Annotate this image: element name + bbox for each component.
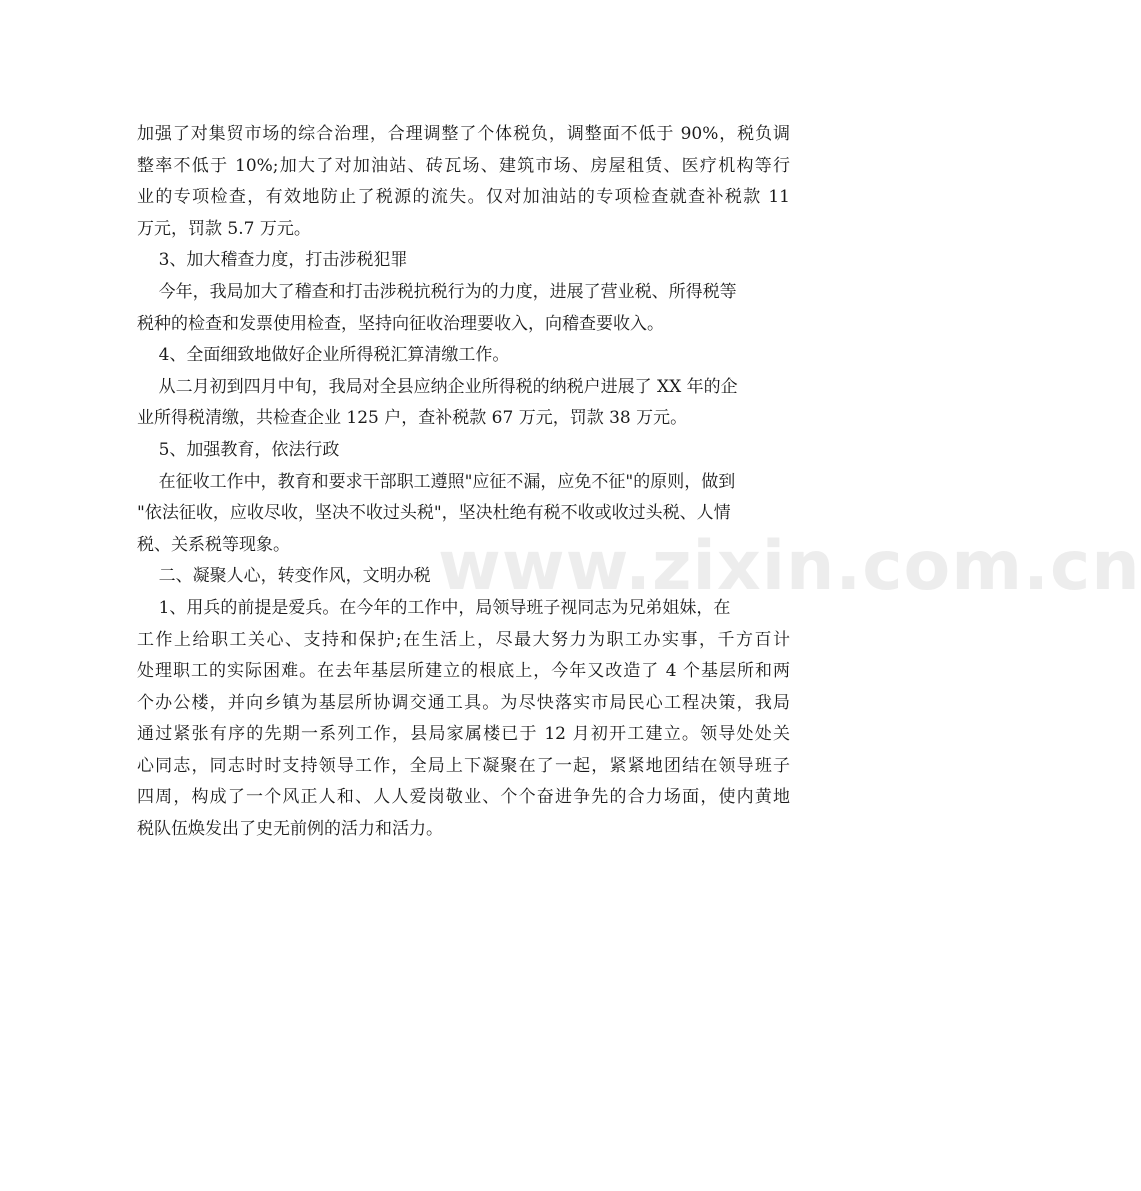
text-line: 工作上给职工关心、支持和保护;在生活上，尽最大努力为职工办实事，千方百计: [137, 629, 790, 650]
text-line: 通过紧张有序的先期一系列工作，县局家属楼已于 12 月初开工建立。领导处处关: [137, 724, 790, 745]
text-line: "依法征收，应收尽收，坚决不收过头税"，坚决杜绝有税不收或收过头税、人情: [137, 503, 731, 524]
text-line: 四周，构成了一个风正人和、人人爱岗敬业、个个奋进争先的合力场面，使内黄地: [137, 787, 790, 808]
text-line: 心同志，同志时时支持领导工作，全局上下凝聚在了一起，紧紧地团结在领导班子: [137, 755, 790, 776]
text-line: 处理职工的实际困难。在去年基层所建立的根底上，今年又改造了 4 个基层所和两: [137, 661, 790, 682]
text-line: 5、加强教育，依法行政: [137, 439, 340, 460]
watermark: www.zixin.com.cn: [438, 527, 1141, 606]
text-line: 税、关系税等现象。: [137, 534, 290, 555]
text-line: 4、全面细致地做好企业所得税汇算清缴工作。: [137, 345, 510, 366]
text-line: 加强了对集贸市场的综合治理，合理调整了个体税负，调整面不低于 90%，税负调: [137, 124, 790, 144]
text-line: 业所得税清缴，共检查企业 125 户，查补税款 67 万元，罚款 38 万元。: [137, 408, 688, 429]
document-body: [137, 119, 790, 846]
text-line: 今年，我局加大了稽查和打击涉税抗税行为的力度，进展了营业税、所得税等: [137, 281, 737, 302]
text-line: 税队伍焕发出了史无前例的活力和活力。: [137, 819, 443, 840]
text-line: 在征收工作中，教育和要求干部职工遵照"应征不漏，应免不征"的原则，做到: [137, 471, 736, 492]
text-line: 万元，罚款 5.7 万元。: [137, 218, 311, 239]
text-line: 二、凝聚人心，转变作风，文明办税: [137, 566, 431, 587]
text-line: 1、用兵的前提是爱兵。在今年的工作中，局领导班子视同志为兄弟姐妹，在: [137, 597, 731, 618]
text-line: 税种的检查和发票使用检查，坚持向征收治理要收入，向稽查要收入。: [137, 313, 664, 334]
text-line: 整率不低于 10%;加大了对加油站、砖瓦场、建筑市场、房屋租赁、医疗机构等行: [137, 155, 790, 176]
text-line: 从二月初到四月中旬，我局对全县应纳企业所得税的纳税户进展了 XX 年的企: [137, 376, 738, 397]
text-line: 个办公楼，并向乡镇为基层所协调交通工具。为尽快落实市局民心工程决策，我局: [137, 692, 790, 713]
text-line: 3、加大稽查力度，打击涉税犯罪: [137, 250, 408, 271]
text-line: 业的专项检查，有效地防止了税源的流失。仅对加油站的专项检查就查补税款 11: [137, 187, 790, 208]
